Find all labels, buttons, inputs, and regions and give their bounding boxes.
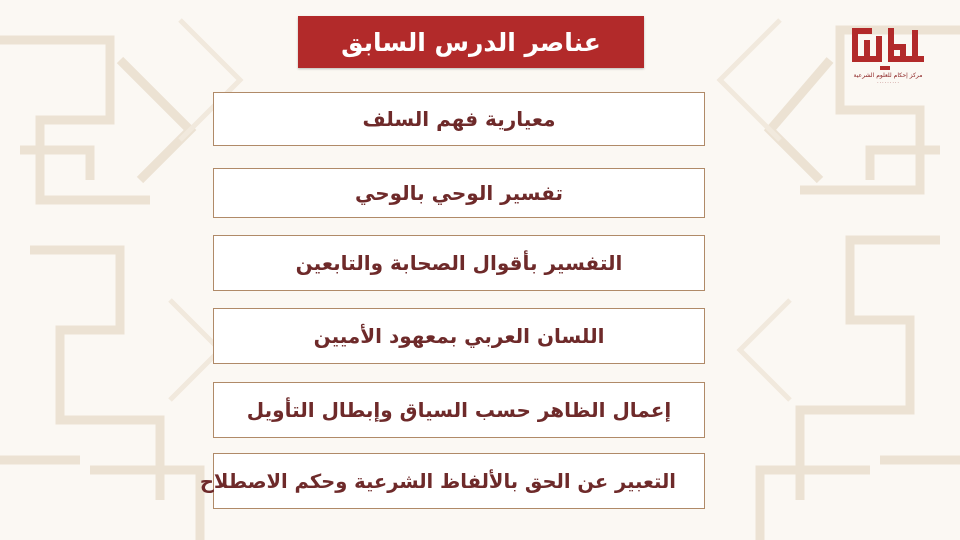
lesson-item-5 <box>213 382 705 438</box>
logo-caption: مركز إحكام للعلوم الشرعية <box>853 72 923 79</box>
lesson-item-2-text: تفسير الوحي بالوحي <box>354 181 564 205</box>
lesson-item-6-text: التعبير عن الحق بالألفاظ الشرعية وحكم الاصطلاح <box>199 469 676 493</box>
logo-sub-line: · · · · · · · · · <box>877 80 899 85</box>
lesson-item-5-text: إعمال الظاهر حسب السياق وإبطال التأويل <box>246 398 672 422</box>
slide-title-text: عناصر الدرس السابق <box>341 27 601 57</box>
lesson-item-6 <box>199 453 705 509</box>
lesson-item-1 <box>213 92 705 146</box>
ihkam-wordmark-icon <box>850 24 926 72</box>
ihkam-logo <box>846 24 930 96</box>
slide-title <box>298 16 644 68</box>
lesson-item-1-text: معيارية فهم السلف <box>362 107 556 131</box>
lesson-item-4 <box>213 308 705 364</box>
lesson-item-3 <box>213 235 705 291</box>
lesson-item-2 <box>213 168 705 218</box>
lesson-item-4-text: اللسان العربي بمعهود الأميين <box>313 324 605 348</box>
lesson-item-3-text: التفسير بأقوال الصحابة والتابعين <box>295 251 623 275</box>
